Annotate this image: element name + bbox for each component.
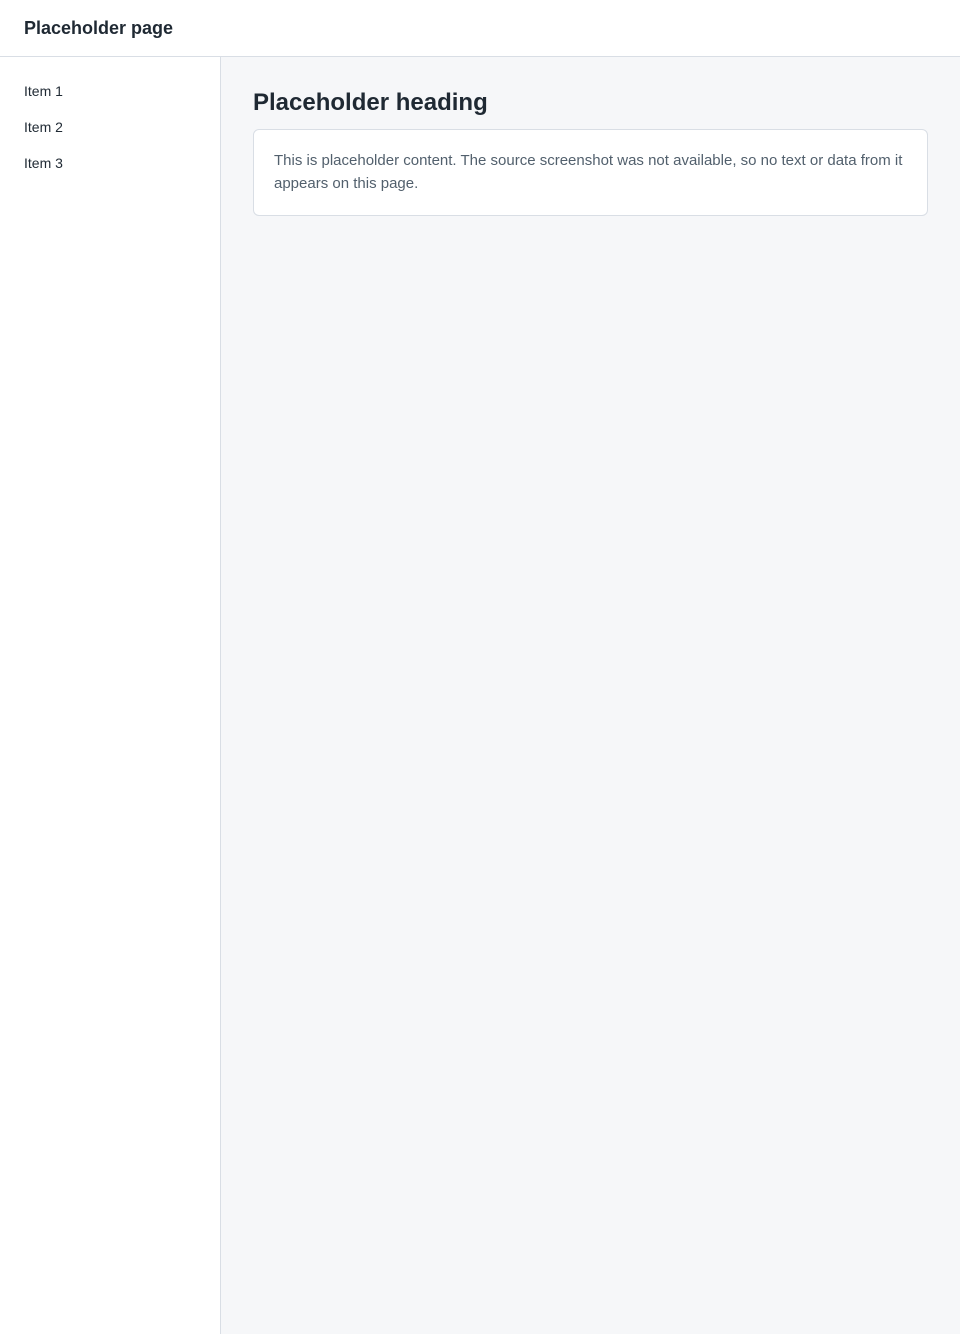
page-heading: Placeholder heading (253, 89, 488, 116)
window-title: Placeholder page (24, 17, 174, 38)
main-content (221, 57, 960, 1334)
placeholder-note: This is placeholder content. The source screenshot was not available, so no text or data from it appears on this page. (253, 129, 928, 216)
sidebar-item-2[interactable]: Item 2 (24, 119, 63, 135)
sidebar-item-1[interactable]: Item 1 (24, 83, 63, 99)
top-bar (0, 0, 960, 57)
body-area (0, 57, 960, 1334)
sidebar (0, 57, 221, 1334)
sidebar-item-3[interactable]: Item 3 (24, 155, 63, 171)
